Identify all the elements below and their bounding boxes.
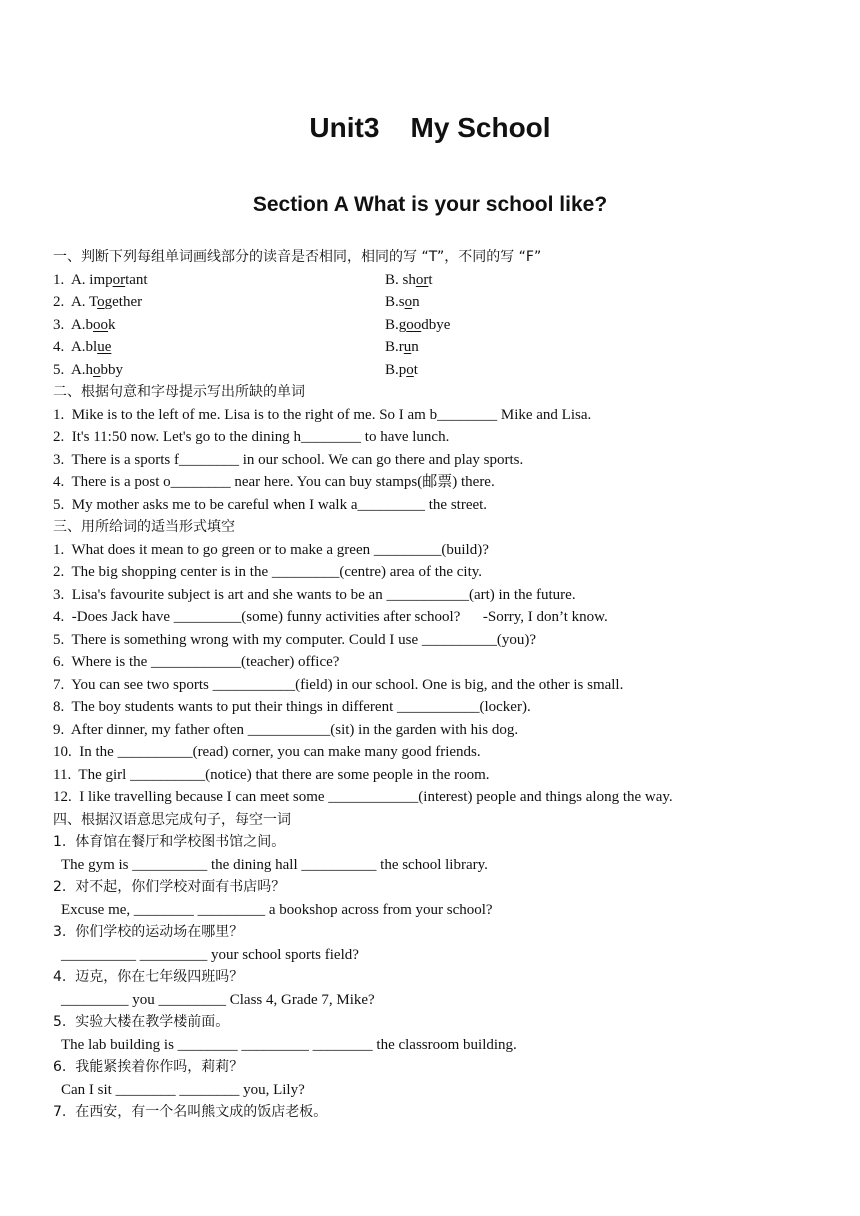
word-fill-item: 2. It's 11:50 now. Let's go to the dining h________ to have lunch.	[53, 429, 450, 445]
chinese-prompt: 1. 体育馆在餐厅和学校图书馆之间。	[53, 834, 286, 850]
section3-heading: 三、用所给词的适当形式填空	[53, 519, 235, 535]
word-form-item: 2. The big shopping center is in the _________(centre) area of the city.	[53, 564, 483, 580]
english-sentence: The lab building is ________ _________ ________ the classroom building.	[61, 1036, 517, 1053]
word-fill-item: 4. There is a post o________ near here. You can buy stamps(邮票) there.	[53, 474, 495, 490]
section-a-subtitle: Section A What is your school like?	[252, 193, 608, 216]
word-form-item: 9. After dinner, my father often ___________(sit) in the garden with his dog.	[53, 721, 519, 738]
chinese-prompt: 4. 迈克，你在七年级四班吗？	[53, 969, 244, 985]
pronunciation-item	[53, 314, 843, 337]
english-sentence: Can I sit ________ ________ you, Lily?	[61, 1081, 305, 1098]
word-form-item: 10. In the __________(read) corner, you can make many good friends.	[53, 744, 481, 760]
word-form-item: 1. What does it mean to go green or to make a green _________(build)?	[53, 541, 489, 558]
english-sentence: __________ _________ your school sports field?	[61, 946, 359, 963]
chinese-prompt: 2. 对不起，你们学校对面有书店吗？	[53, 879, 286, 895]
option-a: 3. A.book	[53, 316, 116, 333]
word-form-item: 12. I like travelling because I can meet some ____________(interest) people and things along the way.	[53, 789, 673, 805]
pronunciation-item	[53, 291, 843, 314]
option-b: B.run	[385, 339, 419, 355]
option-b: B. short	[385, 271, 433, 288]
word-form-item: 7. You can see two sports ___________(field) in our school. One is big, and the other is small.	[53, 676, 624, 693]
option-b: B.pot	[385, 361, 418, 378]
worksheet-content	[53, 246, 843, 1124]
section2-heading: 二、根据句意和字母提示写出所缺的单词	[53, 384, 305, 400]
option-a: 2. A. Together	[53, 294, 143, 310]
pronunciation-item	[53, 269, 843, 292]
word-form-item: 5. There is something wrong with my computer. Could I use __________(you)?	[53, 631, 536, 648]
chinese-prompt: 3. 你们学校的运动场在哪里？	[53, 924, 244, 940]
english-sentence: Excuse me, ________ _________ a bookshop across from your school?	[61, 901, 493, 918]
section4-heading: 四、根据汉语意思完成句子，每空一词	[53, 811, 291, 828]
word-fill-item: 1. Mike is to the left of me. Lisa is to the right of me. So I am b________ Mike and Lisa.	[53, 406, 592, 423]
option-a: 4. A.blue	[53, 339, 112, 355]
chinese-prompt: 5. 实验大楼在教学楼前面。	[53, 1014, 230, 1030]
english-sentence: _________ you _________ Class 4, Grade 7, Mike?	[61, 991, 375, 1008]
section1-items	[53, 269, 843, 382]
section1-heading: 一、判断下列每组单词画线部分的读音是否相同，相同的写 “T”，不同的写 “F”	[53, 249, 542, 265]
chinese-prompt: 7. 在西安，有一个名叫熊文成的饭店老板。	[53, 1104, 328, 1120]
pronunciation-item	[53, 336, 843, 359]
page-title: Unit3 My School	[309, 112, 551, 143]
word-form-item: 3. Lisa's favourite subject is art and she wants to be an ___________(art) in the future.	[53, 586, 576, 603]
word-form-item: 8. The boy students wants to put their things in different ___________(locker).	[53, 699, 531, 715]
word-form-item: 6. Where is the ____________(teacher) office?	[53, 654, 340, 670]
word-fill-item: 3. There is a sports f________ in our school. We can go there and play sports.	[53, 451, 524, 468]
option-b: B.goodbye	[385, 316, 451, 333]
pronunciation-item	[53, 359, 843, 382]
option-a: 5. A.hobby	[53, 361, 124, 378]
word-form-item: 4. -Does Jack have _________(some) funny activities after school? -Sorry, I don’t know.	[53, 609, 608, 625]
chinese-prompt: 6. 我能紧挨着你作吗，莉莉？	[53, 1059, 244, 1075]
option-a: 1. A. important	[53, 271, 148, 288]
word-fill-item: 5. My mother asks me to be careful when I walk a_________ the street.	[53, 496, 488, 513]
english-sentence: The gym is __________ the dining hall __________ the school library.	[61, 856, 488, 873]
word-form-item: 11. The girl __________(notice) that there are some people in the room.	[53, 766, 490, 783]
option-b: B.son	[385, 294, 420, 310]
